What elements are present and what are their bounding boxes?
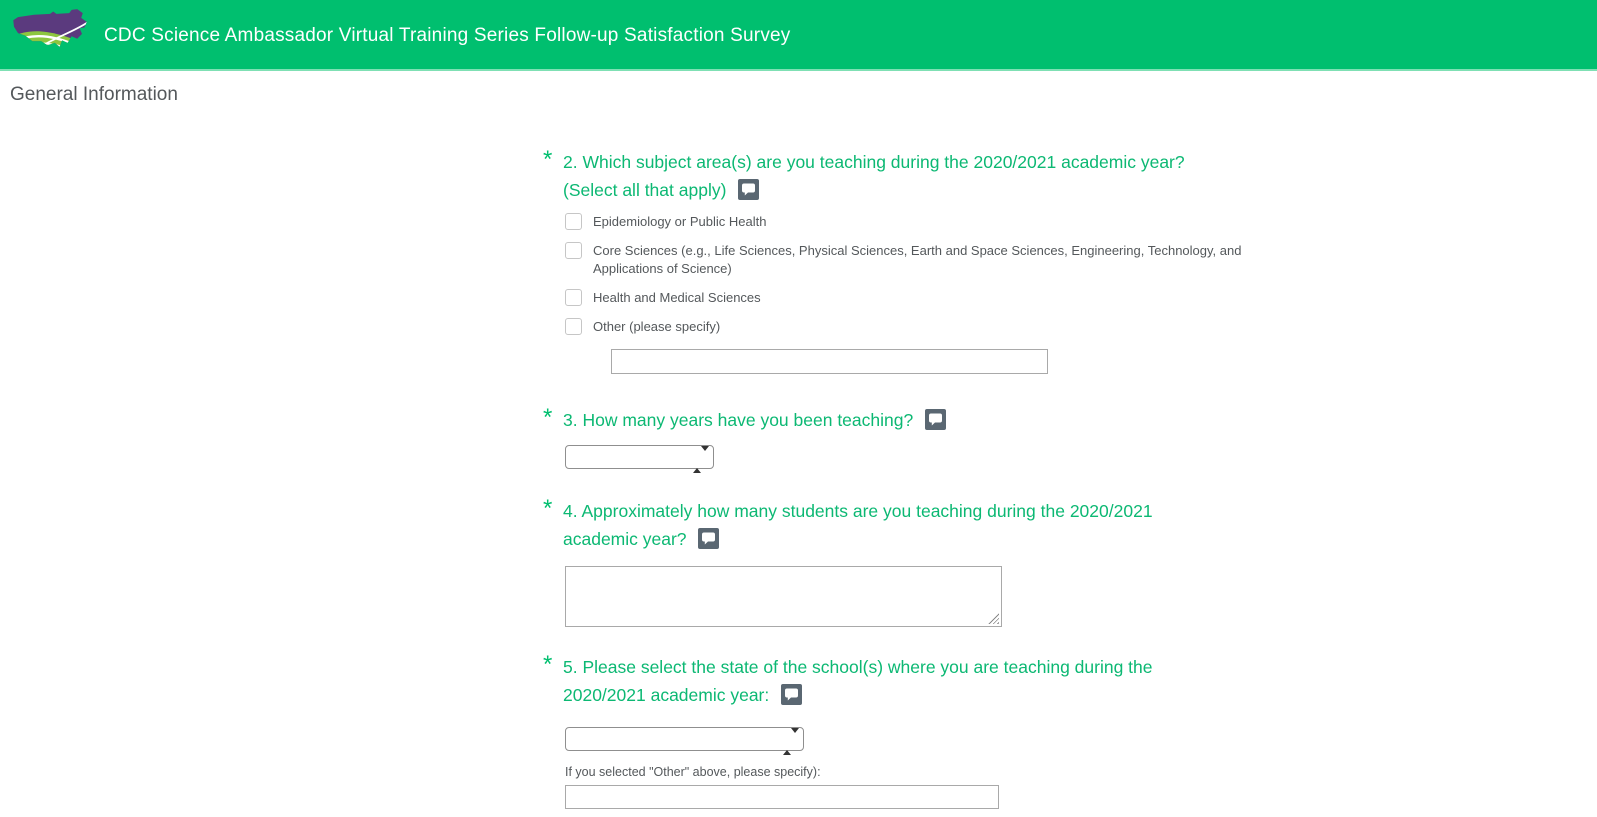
question-title bbox=[563, 148, 1185, 204]
resize-grip-icon[interactable] bbox=[988, 613, 999, 624]
checkbox-group bbox=[565, 213, 1285, 374]
section-title: General Information bbox=[10, 84, 178, 105]
other-specify-input[interactable] bbox=[611, 349, 1048, 374]
question-2-subject-areas bbox=[543, 148, 1323, 374]
state-other-input[interactable] bbox=[565, 785, 999, 809]
tooltip-icon[interactable] bbox=[698, 528, 719, 549]
checkbox-other[interactable] bbox=[565, 318, 582, 335]
tooltip-icon[interactable] bbox=[925, 409, 946, 430]
checkbox-health-medical[interactable] bbox=[565, 289, 582, 306]
tooltip-icon[interactable] bbox=[781, 684, 802, 705]
option-label[interactable]: Core Sciences (e.g., Life Sciences, Physical Sciences, Earth and Space Sciences, Engineering, Technology, and Applications of Science) bbox=[593, 243, 1242, 276]
question-title-line1: 2. Which subject area(s) are you teaching during the 2020/2021 academic year? bbox=[563, 152, 1185, 172]
select-arrows-icon bbox=[693, 451, 702, 465]
option-label[interactable]: Other (please specify) bbox=[593, 319, 721, 334]
state-select[interactable] bbox=[565, 727, 804, 751]
question-5-school-state bbox=[543, 653, 1323, 809]
question-title-line1: 3. How many years have you been teaching? bbox=[563, 410, 914, 430]
survey-title: CDC Science Ambassador Virtual Training Series Follow-up Satisfaction Survey bbox=[104, 24, 791, 46]
question-title-line1: 5. Please select the state of the school(s) where you are teaching during the bbox=[563, 657, 1153, 677]
required-asterisk: * bbox=[543, 651, 553, 678]
tooltip-icon[interactable] bbox=[738, 179, 759, 200]
question-title-line2: academic year? bbox=[563, 529, 687, 549]
question-title bbox=[563, 497, 1153, 553]
option-row-health-medical bbox=[565, 289, 1285, 307]
question-title-line2: (Select all that apply) bbox=[563, 180, 727, 200]
question-title-line2: 2020/2021 academic year: bbox=[563, 685, 770, 705]
years-teaching-select[interactable] bbox=[565, 445, 714, 469]
us-map-logo bbox=[10, 7, 90, 64]
other-specify-label: If you selected "Other" above, please specify): bbox=[565, 765, 821, 779]
required-asterisk: * bbox=[543, 146, 553, 173]
question-title-line1: 4. Approximately how many students are you teaching during the 2020/2021 bbox=[563, 501, 1153, 521]
option-label[interactable]: Epidemiology or Public Health bbox=[593, 214, 767, 229]
option-row-other bbox=[565, 318, 1285, 336]
option-label[interactable]: Health and Medical Sciences bbox=[593, 290, 761, 305]
required-asterisk: * bbox=[543, 495, 553, 522]
select-arrows-icon bbox=[783, 733, 792, 747]
question-title bbox=[563, 653, 1153, 709]
option-row-core-sciences bbox=[565, 242, 1285, 278]
checkbox-epidemiology[interactable] bbox=[565, 213, 582, 230]
question-3-years-teaching bbox=[543, 406, 1323, 469]
required-asterisk: * bbox=[543, 404, 553, 431]
app-header bbox=[0, 0, 1597, 71]
students-textarea[interactable] bbox=[565, 566, 1002, 627]
question-4-students-count bbox=[543, 497, 1323, 627]
option-row-epidemiology bbox=[565, 213, 1285, 231]
question-title bbox=[563, 406, 946, 434]
checkbox-core-sciences[interactable] bbox=[565, 242, 582, 259]
